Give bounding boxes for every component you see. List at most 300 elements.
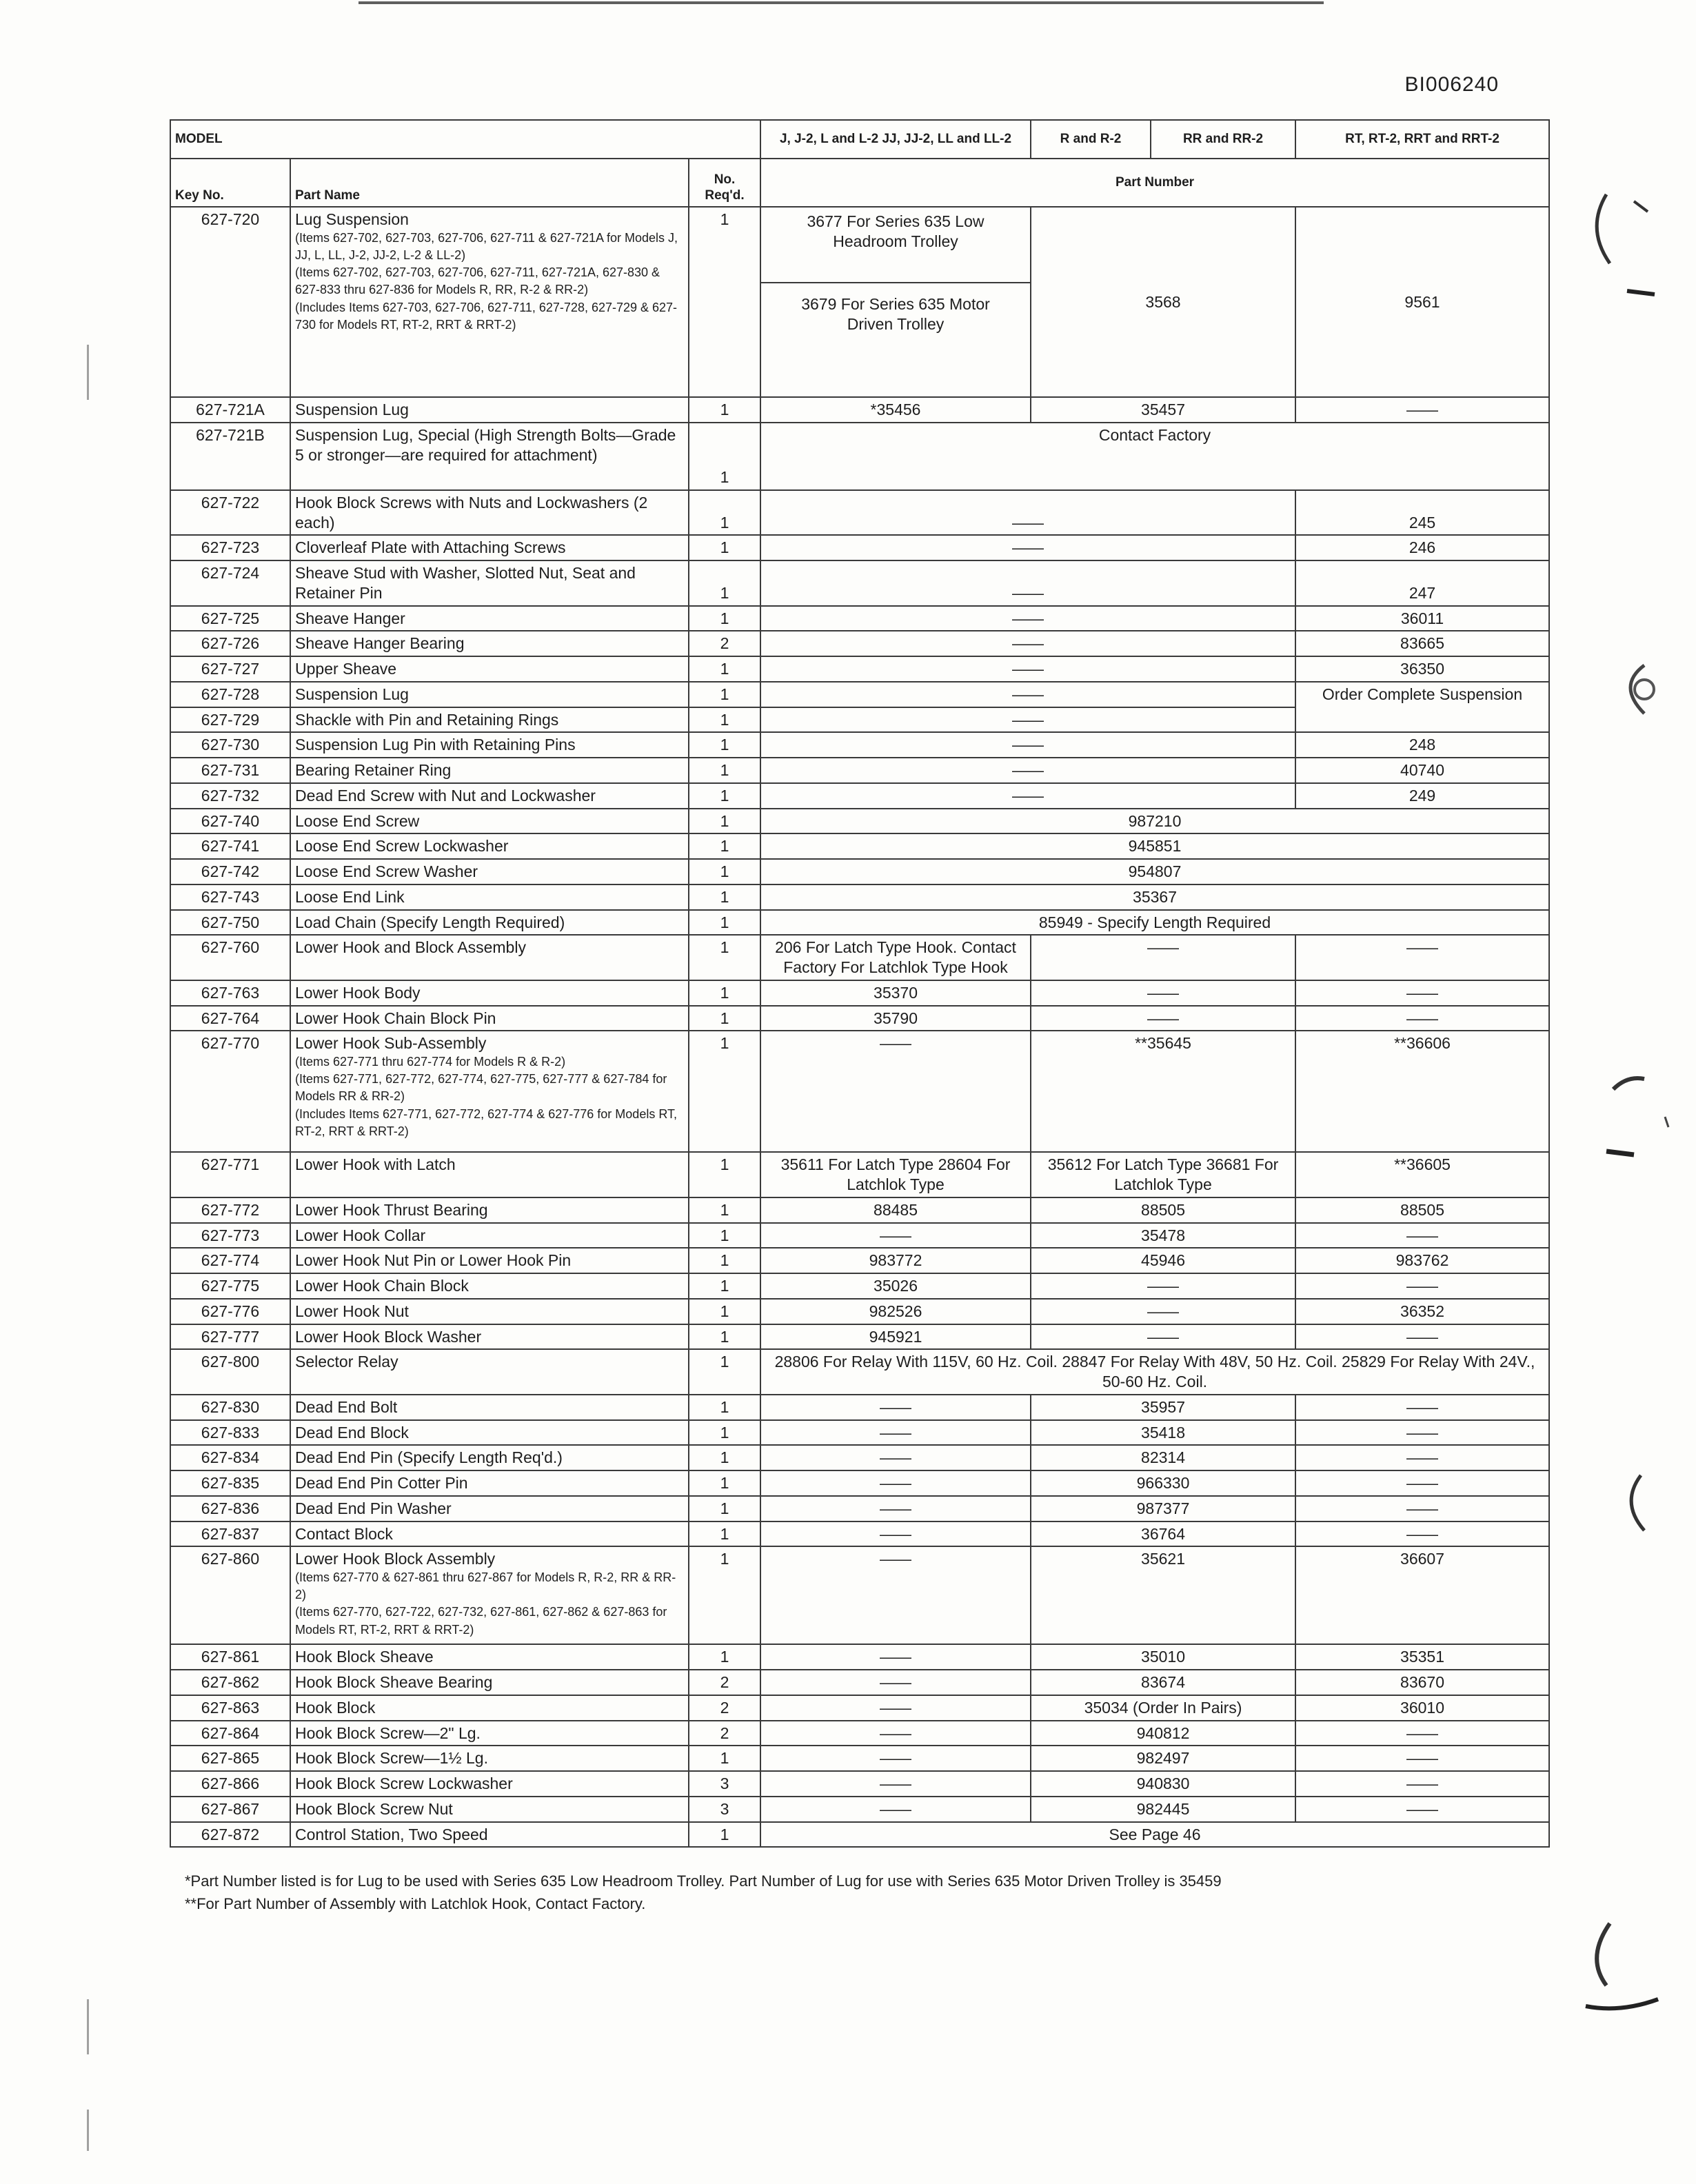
part-number-rt: —— bbox=[1295, 1746, 1549, 1771]
part-name-text: Lower Hook Thrust Bearing bbox=[295, 1200, 488, 1219]
document-id: BI006240 bbox=[1404, 73, 1499, 96]
part-name bbox=[290, 1644, 689, 1670]
key-number: 627-730 bbox=[170, 732, 290, 758]
part-name-text: Loose End Screw bbox=[295, 811, 420, 830]
key-number: 627-773 bbox=[170, 1223, 290, 1248]
quantity-required: 1 bbox=[689, 1248, 760, 1273]
key-number: 627-723 bbox=[170, 535, 290, 560]
part-name bbox=[290, 1771, 689, 1797]
quantity-required: 1 bbox=[689, 1152, 760, 1197]
part-number-j: —— bbox=[760, 1546, 1031, 1644]
part-number-r-rr: 35418 bbox=[1031, 1420, 1295, 1446]
part-name bbox=[290, 207, 689, 397]
quantity-required: 3 bbox=[689, 1797, 760, 1822]
key-number: 627-866 bbox=[170, 1771, 290, 1797]
part-number-j: —— bbox=[760, 1797, 1031, 1822]
table-row bbox=[170, 682, 1549, 707]
part-name-text: Dead End Pin Washer bbox=[295, 1499, 452, 1517]
part-name-text: Lower Hook Chain Block Pin bbox=[295, 1009, 496, 1027]
quantity-required: 1 bbox=[689, 1521, 760, 1547]
part-number-j: 35370 bbox=[760, 980, 1031, 1006]
quantity-required: 1 bbox=[689, 980, 760, 1006]
quantity-required: 3 bbox=[689, 1771, 760, 1797]
part-name bbox=[290, 682, 689, 707]
part-name bbox=[290, 1006, 689, 1031]
part-name bbox=[290, 707, 689, 733]
quantity-required: 1 bbox=[689, 1420, 760, 1446]
part-number-j-low-headroom: 3677 For Series 635 Low Headroom Trolley bbox=[761, 208, 1030, 283]
table-row bbox=[170, 859, 1549, 884]
part-number-rt: 249 bbox=[1295, 783, 1549, 809]
punch-mark bbox=[1613, 658, 1668, 720]
part-name-text: Hook Block Screws with Nuts and Lockwashers (2 each) bbox=[295, 493, 648, 532]
quantity-required: 1 bbox=[689, 490, 760, 536]
table-row bbox=[170, 423, 1549, 490]
quantity-required: 1 bbox=[689, 1273, 760, 1299]
part-name bbox=[290, 1197, 689, 1223]
key-number: 627-743 bbox=[170, 884, 290, 910]
part-number-rt: 36350 bbox=[1295, 656, 1549, 682]
key-number: 627-830 bbox=[170, 1395, 290, 1420]
part-number-rt: —— bbox=[1295, 1223, 1549, 1248]
part-name-text: Lower Hook Sub-Assembly bbox=[295, 1034, 487, 1053]
part-name-text: Control Station, Two Speed bbox=[295, 1825, 488, 1843]
quantity-required: 1 bbox=[689, 732, 760, 758]
quantity-required: 1 bbox=[689, 1006, 760, 1031]
part-number-all-models: 35367 bbox=[760, 884, 1549, 910]
footnotes bbox=[185, 1870, 1222, 1915]
key-number: 627-837 bbox=[170, 1521, 290, 1547]
table-row bbox=[170, 1299, 1549, 1324]
part-name-text: Dead End Screw with Nut and Lockwasher bbox=[295, 786, 596, 805]
part-number-j-r-rr: —— bbox=[760, 535, 1295, 560]
quantity-required: 1 bbox=[689, 1324, 760, 1350]
part-name-text: Lower Hook Collar bbox=[295, 1226, 426, 1244]
table-row bbox=[170, 560, 1549, 606]
part-number-header: Part Number bbox=[760, 159, 1549, 207]
part-name bbox=[290, 980, 689, 1006]
part-number-rt: —— bbox=[1295, 1273, 1549, 1299]
table-row bbox=[170, 535, 1549, 560]
part-number-j: —— bbox=[760, 1395, 1031, 1420]
part-number-j: 945921 bbox=[760, 1324, 1031, 1350]
table-row bbox=[170, 1771, 1549, 1797]
key-number: 627-863 bbox=[170, 1695, 290, 1721]
part-applicability-note: (Items 627-771 thru 627-774 for Models R & R-2) bbox=[295, 1055, 566, 1069]
quantity-required: 1 bbox=[689, 682, 760, 707]
part-name bbox=[290, 1152, 689, 1197]
key-number: 627-722 bbox=[170, 490, 290, 536]
part-name-text: Hook Block Screw Nut bbox=[295, 1799, 453, 1818]
part-name-text: Loose End Screw Washer bbox=[295, 862, 478, 880]
part-applicability-note: (Items 627-770, 627-722, 627-732, 627-861, 627-862 & 627-863 for Models RT, RT-2, RRT & RRT-2) bbox=[295, 1605, 667, 1637]
part-name-text: Sheave Hanger Bearing bbox=[295, 634, 465, 653]
part-number-j-r-rr: —— bbox=[760, 560, 1295, 606]
part-name-text: Hook Block Sheave Bearing bbox=[295, 1673, 493, 1691]
part-name bbox=[290, 1445, 689, 1470]
part-number-rt: 36607 bbox=[1295, 1546, 1549, 1644]
part-number-rt: —— bbox=[1295, 1395, 1549, 1420]
key-number: 627-836 bbox=[170, 1496, 290, 1521]
part-number-j-r-rr: —— bbox=[760, 490, 1295, 536]
part-number-r-rr: 35621 bbox=[1031, 1546, 1295, 1644]
part-name bbox=[290, 397, 689, 423]
table-row bbox=[170, 884, 1549, 910]
part-name bbox=[290, 490, 689, 536]
table-row bbox=[170, 1248, 1549, 1273]
table-row bbox=[170, 606, 1549, 631]
key-number: 627-727 bbox=[170, 656, 290, 682]
part-number-r-rr: —— bbox=[1031, 935, 1295, 980]
part-number-rt: —— bbox=[1295, 980, 1549, 1006]
part-name-text: Lower Hook with Latch bbox=[295, 1155, 456, 1174]
key-number: 627-732 bbox=[170, 783, 290, 809]
part-number-rt: Order Complete Suspension bbox=[1295, 682, 1549, 733]
key-number: 627-864 bbox=[170, 1721, 290, 1746]
part-number-j: —— bbox=[760, 1746, 1031, 1771]
part-name-text: Lower Hook Chain Block bbox=[295, 1277, 469, 1295]
quantity-required: 1 bbox=[689, 397, 760, 423]
part-number-rt: 35351 bbox=[1295, 1644, 1549, 1670]
part-number-r-rr: 966330 bbox=[1031, 1470, 1295, 1496]
part-number-j: —— bbox=[760, 1721, 1031, 1746]
key-number: 627-724 bbox=[170, 560, 290, 606]
quantity-required: 1 bbox=[689, 1197, 760, 1223]
part-number-j: —— bbox=[760, 1695, 1031, 1721]
key-number: 627-731 bbox=[170, 758, 290, 783]
part-name bbox=[290, 631, 689, 656]
part-name bbox=[290, 656, 689, 682]
table-row bbox=[170, 758, 1549, 783]
table-row bbox=[170, 980, 1549, 1006]
part-number-j: 35611 For Latch Type 28604 For Latchlok Type bbox=[760, 1152, 1031, 1197]
key-number: 627-720 bbox=[170, 207, 290, 397]
part-number-rt: —— bbox=[1295, 1324, 1549, 1350]
part-name-text: Sheave Hanger bbox=[295, 609, 405, 627]
part-name bbox=[290, 1746, 689, 1771]
key-number: 627-760 bbox=[170, 935, 290, 980]
part-number-rt: **36606 bbox=[1295, 1031, 1549, 1152]
part-number-r-rr: 35457 bbox=[1031, 397, 1295, 423]
part-name bbox=[290, 1324, 689, 1350]
key-number: 627-725 bbox=[170, 606, 290, 631]
part-number-rt: 246 bbox=[1295, 535, 1549, 560]
key-number: 627-763 bbox=[170, 980, 290, 1006]
part-name-text: Bearing Retainer Ring bbox=[295, 761, 452, 779]
part-name bbox=[290, 1395, 689, 1420]
table-row bbox=[170, 1152, 1549, 1197]
table-row bbox=[170, 783, 1549, 809]
part-number-r-rr: 35010 bbox=[1031, 1644, 1295, 1670]
key-number: 627-772 bbox=[170, 1197, 290, 1223]
part-name bbox=[290, 1420, 689, 1446]
part-number-rt: 36011 bbox=[1295, 606, 1549, 631]
part-number-j-r-rr: —— bbox=[760, 682, 1295, 707]
part-name-text: Hook Block Screw—2" Lg. bbox=[295, 1723, 481, 1742]
quantity-required: 2 bbox=[689, 1670, 760, 1695]
table-row bbox=[170, 1273, 1549, 1299]
part-name bbox=[290, 1822, 689, 1848]
part-name-text: Upper Sheave bbox=[295, 660, 397, 678]
key-no-header: Key No. bbox=[170, 159, 290, 207]
part-number-rt: 245 bbox=[1295, 490, 1549, 536]
part-name-header: Part Name bbox=[290, 159, 689, 207]
model-column-rr: RR and RR-2 bbox=[1151, 120, 1295, 159]
part-name bbox=[290, 1721, 689, 1746]
part-number-all-models: Contact Factory bbox=[760, 423, 1549, 490]
part-name-text: Contact Block bbox=[295, 1524, 393, 1543]
table-row bbox=[170, 631, 1549, 656]
table-row bbox=[170, 1223, 1549, 1248]
part-applicability-note: (Items 627-702, 627-703, 627-706, 627-711 & 627-721A for Models J, JJ, L, LL, J-2, JJ-2, L-2 & LL-2) bbox=[295, 230, 678, 262]
scan-top-edge bbox=[359, 1, 1324, 4]
quantity-required: 1 bbox=[689, 884, 760, 910]
punch-mark bbox=[1572, 1910, 1668, 2027]
part-name-text: Load Chain (Specify Length Required) bbox=[295, 913, 565, 931]
part-name bbox=[290, 1797, 689, 1822]
part-number-all-models: 954807 bbox=[760, 859, 1549, 884]
quantity-required: 1 bbox=[689, 1746, 760, 1771]
part-name bbox=[290, 935, 689, 980]
part-name bbox=[290, 560, 689, 606]
quantity-required: 1 bbox=[689, 560, 760, 606]
table-row bbox=[170, 1797, 1549, 1822]
table-row bbox=[170, 833, 1549, 859]
part-name-text: Shackle with Pin and Retaining Rings bbox=[295, 710, 559, 729]
part-name bbox=[290, 859, 689, 884]
column-header-row bbox=[170, 159, 1549, 207]
key-number: 627-764 bbox=[170, 1006, 290, 1031]
table-row bbox=[170, 1695, 1549, 1721]
part-number-j-r-rr: —— bbox=[760, 656, 1295, 682]
table-row bbox=[170, 490, 1549, 536]
part-number-rt: **36605 bbox=[1295, 1152, 1549, 1197]
part-number-r-rr: —— bbox=[1031, 1324, 1295, 1350]
part-name bbox=[290, 1546, 689, 1644]
key-number: 627-777 bbox=[170, 1324, 290, 1350]
part-number-r-rr: 940830 bbox=[1031, 1771, 1295, 1797]
part-name bbox=[290, 833, 689, 859]
part-name-text: Lower Hook Body bbox=[295, 983, 421, 1002]
part-name-text: Lower Hook and Block Assembly bbox=[295, 938, 526, 957]
part-number-j: —— bbox=[760, 1445, 1031, 1470]
table-row bbox=[170, 1420, 1549, 1446]
key-number: 627-771 bbox=[170, 1152, 290, 1197]
part-name-text: Hook Block Screw Lockwasher bbox=[295, 1775, 513, 1792]
part-number-j: —— bbox=[760, 1223, 1031, 1248]
part-name-text: Lower Hook Block Assembly bbox=[295, 1550, 496, 1568]
key-number: 627-729 bbox=[170, 707, 290, 733]
part-number-rt: 83665 bbox=[1295, 631, 1549, 656]
quantity-required: 1 bbox=[689, 910, 760, 936]
part-name bbox=[290, 1521, 689, 1547]
table-row bbox=[170, 1521, 1549, 1547]
key-number: 627-833 bbox=[170, 1420, 290, 1446]
part-number-all-models: See Page 46 bbox=[760, 1822, 1549, 1848]
part-number-r-rr: 35612 For Latch Type 36681 For Latchlok Type bbox=[1031, 1152, 1295, 1197]
part-number-r-rr: 35034 (Order In Pairs) bbox=[1031, 1695, 1295, 1721]
part-number-j-r-rr: —— bbox=[760, 758, 1295, 783]
part-name-text: Dead End Block bbox=[295, 1423, 409, 1442]
part-number-j: 206 For Latch Type Hook. Contact Factory For Latchlok Type Hook bbox=[760, 935, 1031, 980]
table-row bbox=[170, 1445, 1549, 1470]
quantity-required: 1 bbox=[689, 207, 760, 397]
part-number-j: —— bbox=[760, 1470, 1031, 1496]
table-row bbox=[170, 732, 1549, 758]
part-number-r-rr: 35957 bbox=[1031, 1395, 1295, 1420]
model-label: MODEL bbox=[170, 120, 689, 159]
quantity-required: 1 bbox=[689, 423, 760, 490]
part-number-rt: 248 bbox=[1295, 732, 1549, 758]
key-number: 627-726 bbox=[170, 631, 290, 656]
part-number-r-rr: 35478 bbox=[1031, 1223, 1295, 1248]
part-number-rt: 88505 bbox=[1295, 1197, 1549, 1223]
quantity-required: 1 bbox=[689, 758, 760, 783]
part-name bbox=[290, 1470, 689, 1496]
part-applicability-note: (Items 627-702, 627-703, 627-706, 627-711, 627-721A, 627-830 & 627-833 thru 627-836 for Models R, RR, R-2 & RR-2) bbox=[295, 265, 660, 297]
part-number-j-r-rr: —— bbox=[760, 783, 1295, 809]
parts-rows bbox=[170, 207, 1549, 1847]
part-name-text: Lug Suspension bbox=[295, 210, 409, 228]
part-name bbox=[290, 606, 689, 631]
part-name-text: Lower Hook Block Washer bbox=[295, 1327, 482, 1346]
part-name bbox=[290, 1273, 689, 1299]
quantity-required: 1 bbox=[689, 1349, 760, 1395]
key-number: 627-800 bbox=[170, 1349, 290, 1395]
part-name-text: Lower Hook Nut Pin or Lower Hook Pin bbox=[295, 1251, 572, 1270]
model-column-r: R and R-2 bbox=[1031, 120, 1151, 159]
part-number-r-rr: 940812 bbox=[1031, 1721, 1295, 1746]
part-name-text: Cloverleaf Plate with Attaching Screws bbox=[295, 538, 566, 557]
quantity-required: 1 bbox=[689, 1644, 760, 1670]
table-row bbox=[170, 1197, 1549, 1223]
quantity-required: 1 bbox=[689, 1299, 760, 1324]
part-number-j: 982526 bbox=[760, 1299, 1031, 1324]
table-row bbox=[170, 935, 1549, 980]
quantity-required: 1 bbox=[689, 656, 760, 682]
part-applicability-note: (Items 627-770 & 627-861 thru 627-867 for Models R, R-2, RR & RR-2) bbox=[295, 1570, 676, 1602]
part-number-j: *35456 bbox=[760, 397, 1031, 423]
key-number: 627-862 bbox=[170, 1670, 290, 1695]
table-row bbox=[170, 1031, 1549, 1152]
part-number-r-rr: 82314 bbox=[1031, 1445, 1295, 1470]
part-name-text: Hook Block bbox=[295, 1698, 376, 1717]
key-number: 627-865 bbox=[170, 1746, 290, 1771]
part-name-text: Dead End Pin (Specify Length Req'd.) bbox=[295, 1448, 563, 1467]
key-number: 627-872 bbox=[170, 1822, 290, 1848]
part-name bbox=[290, 1496, 689, 1521]
quantity-required: 1 bbox=[689, 1822, 760, 1848]
part-name bbox=[290, 758, 689, 783]
quantity-required: 1 bbox=[689, 783, 760, 809]
part-name-text: Suspension Lug bbox=[295, 685, 409, 703]
part-name-text: Hook Block Sheave bbox=[295, 1648, 434, 1666]
table-row bbox=[170, 1746, 1549, 1771]
part-name bbox=[290, 1670, 689, 1695]
part-name-text: Suspension Lug Pin with Retaining Pins bbox=[295, 736, 576, 754]
table-row bbox=[170, 1822, 1549, 1848]
model-column-rt: RT, RT-2, RRT and RRT-2 bbox=[1295, 120, 1549, 159]
punch-mark bbox=[1599, 1062, 1675, 1165]
table-row bbox=[170, 1496, 1549, 1521]
part-number-j-r-rr: —— bbox=[760, 707, 1295, 733]
key-number: 627-861 bbox=[170, 1644, 290, 1670]
punch-mark bbox=[1579, 181, 1662, 305]
part-name bbox=[290, 535, 689, 560]
quantity-required: 2 bbox=[689, 1695, 760, 1721]
part-name bbox=[290, 1031, 689, 1152]
part-number-r-rr: 88505 bbox=[1031, 1197, 1295, 1223]
key-number: 627-834 bbox=[170, 1445, 290, 1470]
part-number-rt: 36010 bbox=[1295, 1695, 1549, 1721]
part-number-rt: —— bbox=[1295, 1006, 1549, 1031]
table-row bbox=[170, 1470, 1549, 1496]
quantity-required: 1 bbox=[689, 1445, 760, 1470]
table-row bbox=[170, 1349, 1549, 1395]
part-number-all-models: 945851 bbox=[760, 833, 1549, 859]
footnote-latchlok: **For Part Number of Assembly with Latchlok Hook, Contact Factory. bbox=[185, 1895, 646, 1912]
part-number-rt: —— bbox=[1295, 1470, 1549, 1496]
part-number-rt: —— bbox=[1295, 397, 1549, 423]
table-row bbox=[170, 1395, 1549, 1420]
table-row bbox=[170, 1644, 1549, 1670]
part-number-j: —— bbox=[760, 1771, 1031, 1797]
key-number: 627-721B bbox=[170, 423, 290, 490]
part-number-r-rr: 987377 bbox=[1031, 1496, 1295, 1521]
part-number-all-models: 28806 For Relay With 115V, 60 Hz. Coil. 28847 For Relay With 48V, 50 Hz. Coil. 25829 For Relay With 24V., 50-60 Hz. Coil. bbox=[760, 1349, 1549, 1395]
part-number-j: —— bbox=[760, 1644, 1031, 1670]
table-row bbox=[170, 1721, 1549, 1746]
part-number-rt: —— bbox=[1295, 1797, 1549, 1822]
key-number: 627-774 bbox=[170, 1248, 290, 1273]
part-number-rt: 247 bbox=[1295, 560, 1549, 606]
part-name-text: Selector Relay bbox=[295, 1353, 398, 1371]
table-row bbox=[170, 1006, 1549, 1031]
part-number-r-rr: —— bbox=[1031, 980, 1295, 1006]
part-number-r-rr: —— bbox=[1031, 1273, 1295, 1299]
key-number: 627-740 bbox=[170, 809, 290, 834]
quantity-required: 2 bbox=[689, 631, 760, 656]
part-number-rt: 36352 bbox=[1295, 1299, 1549, 1324]
key-number: 627-742 bbox=[170, 859, 290, 884]
part-name-text: Dead End Bolt bbox=[295, 1397, 398, 1416]
part-number-rt: 40740 bbox=[1295, 758, 1549, 783]
key-number: 627-750 bbox=[170, 910, 290, 936]
model-header-row bbox=[170, 120, 1549, 159]
quantity-required: 2 bbox=[689, 1721, 760, 1746]
table-row bbox=[170, 1324, 1549, 1350]
key-number: 627-860 bbox=[170, 1546, 290, 1644]
footnote-lug: *Part Number listed is for Lug to be used with Series 635 Low Headroom Trolley. Part Number of Lug for use with Series 635 Motor Driven Trolley is 35459 bbox=[185, 1872, 1222, 1890]
part-number-rt: —— bbox=[1295, 1420, 1549, 1446]
part-name-text: Suspension Lug, Special (High Strength Bolts—Grade 5 or stronger—are required for attachment) bbox=[295, 425, 676, 464]
quantity-required: 1 bbox=[689, 1031, 760, 1152]
table-row bbox=[170, 656, 1549, 682]
part-number-j-motor-driven: 3679 For Series 635 Motor Driven Trolley bbox=[801, 295, 990, 333]
key-number: 627-867 bbox=[170, 1797, 290, 1822]
part-number-j: 983772 bbox=[760, 1248, 1031, 1273]
part-name-text: Sheave Stud with Washer, Slotted Nut, Seat and Retainer Pin bbox=[295, 564, 636, 602]
key-number: 627-775 bbox=[170, 1273, 290, 1299]
quantity-required: 1 bbox=[689, 1496, 760, 1521]
part-number-rt: —— bbox=[1295, 935, 1549, 980]
part-name-text: Hook Block Screw—1½ Lg. bbox=[295, 1749, 488, 1768]
part-number-r-rr: 3568 bbox=[1031, 207, 1295, 397]
part-name bbox=[290, 1248, 689, 1273]
key-number: 627-721A bbox=[170, 397, 290, 423]
part-number-r-rr: **35645 bbox=[1031, 1031, 1295, 1152]
part-applicability-note: (Items 627-771, 627-772, 627-774, 627-775, 627-777 & 627-784 for Models RR & RR-2) bbox=[295, 1072, 667, 1104]
